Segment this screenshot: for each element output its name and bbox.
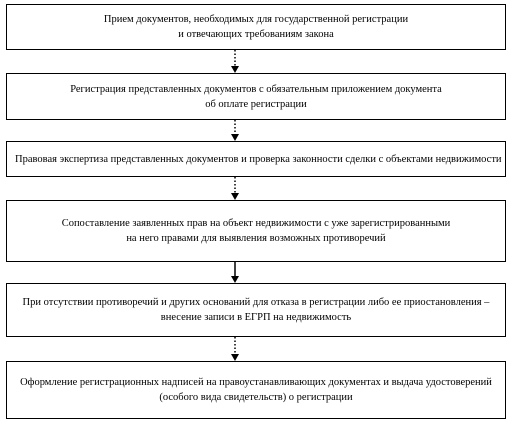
step-2-box xyxy=(6,73,506,120)
step-1-box xyxy=(6,4,506,50)
step-4-text-line-2: на него правами для выявления возможных противоречий xyxy=(126,233,386,244)
step-4-text-line-1: Сопоставление заявленных прав на объект недвижимости с уже зарегистрированными xyxy=(61,218,451,229)
connector-arrow-1 xyxy=(230,50,240,73)
step-3-text-line-1: Правовая экспертиза представленных документов и проверка законности сделки с объектами недвижимости xyxy=(15,153,502,165)
step-6-text-line-1: Оформление регистрационных надписей на правоустанавливающих документах и выдача удостоверений xyxy=(20,377,492,388)
step-5-box xyxy=(6,283,506,337)
connector-arrow-3 xyxy=(230,177,240,200)
step-1-text-line-2: и отвечающих требованиям закона xyxy=(178,29,334,40)
step-4-box xyxy=(6,200,506,262)
step-2-text-line-2: об оплате регистрации xyxy=(205,98,307,110)
step-6-text-line-2: (особого вида свидетельств) о регистрации xyxy=(159,392,353,403)
step-5-text-line-2: внесение записи в ЕГРП на недвижимость xyxy=(160,312,352,323)
connector-arrow-2 xyxy=(230,120,240,141)
connector-arrow-4 xyxy=(230,262,240,283)
step-3-box xyxy=(6,141,506,177)
step-2-text-line-1: Регистрация представленных документов с обязательным приложением документа xyxy=(70,83,442,95)
step-6-box xyxy=(6,361,506,419)
step-1-text-line-1: Прием документов, необходимых для государственной регистрации xyxy=(103,14,409,25)
step-5-text-line-1: При отсутствии противоречий и других оснований для отказа в регистрации либо ее приостановления – xyxy=(22,297,490,308)
connector-arrow-5 xyxy=(230,337,240,361)
